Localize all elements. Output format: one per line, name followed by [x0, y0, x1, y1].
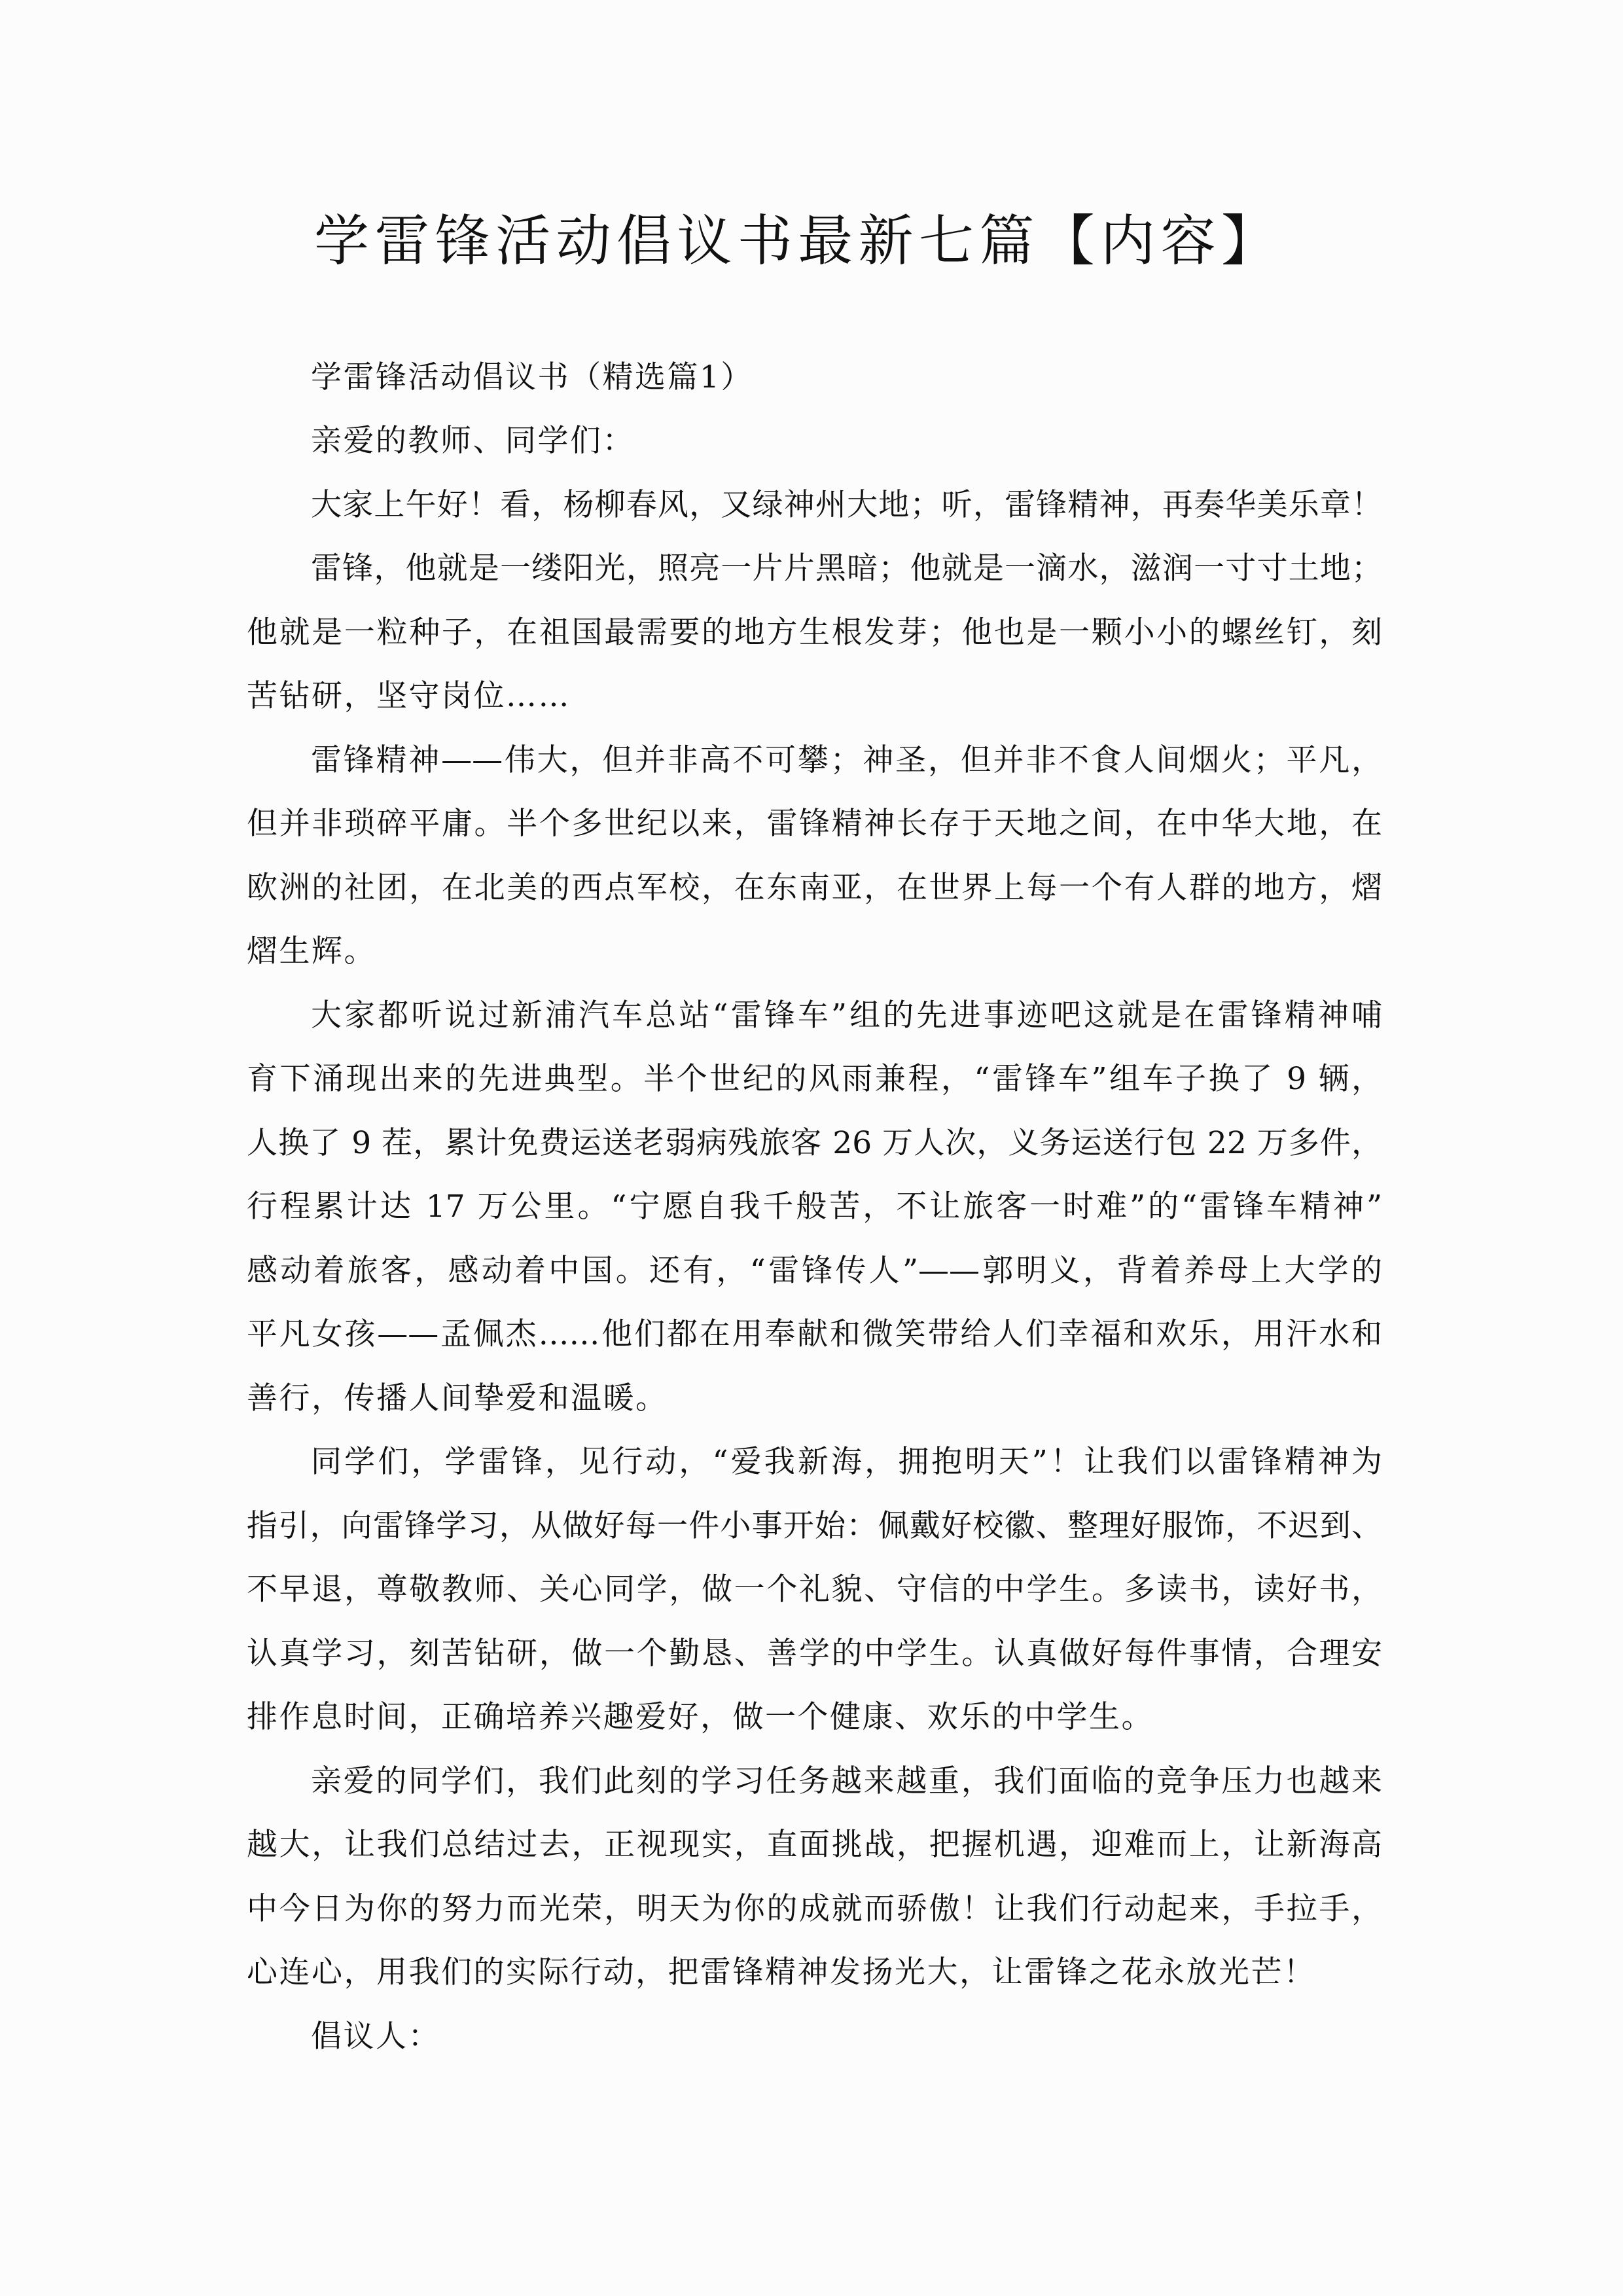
- paragraph-line: 苦钻研，坚守岗位……: [247, 678, 571, 714]
- paragraph-line: 亲爱的同学们，我们此刻的学习任务越来越重，我们面临的竞争压力也越来: [311, 1763, 1382, 1799]
- paragraph-line: 他就是一粒种子，在祖国最需要的地方生根发芽；他也是一颗小小的螺丝钉，刻: [247, 615, 1382, 651]
- signature-label: 倡议人：: [311, 2018, 440, 2054]
- paragraph-line: 平凡女孩——孟佩杰……他们都在用奉献和微笑带给人们幸福和欢乐，用汗水和: [247, 1316, 1382, 1352]
- section-heading: 学雷锋活动倡议书（精选篇1）: [311, 359, 753, 395]
- paragraph-line: 认真学习，刻苦钻研，做一个勤恳、善学的中学生。认真做好每件事情，合理安: [247, 1636, 1382, 1672]
- paragraph-line: 但并非琐碎平庸。半个多世纪以来，雷锋精神长存于天地之间，在中华大地，在: [247, 806, 1382, 842]
- paragraph-line: 大家都听说过新浦汽车总站“雷锋车”组的先进事迹吧这就是在雷锋精神哺: [311, 997, 1382, 1033]
- paragraph-line: 不早退，尊敬教师、关心同学，做一个礼貌、守信的中学生。多读书，读好书，: [247, 1571, 1382, 1607]
- paragraph-line: 指引，向雷锋学习，从做好每一件小事开始：佩戴好校徽、整理好服饰，不迟到、: [247, 1508, 1382, 1544]
- paragraph-line: 大家上午好！看，杨柳春风，又绿神州大地；听，雷锋精神，再奏华美乐章！: [311, 487, 1382, 523]
- paragraph-line: 中今日为你的努力而光荣，明天为你的成就而骄傲！让我们行动起来，手拉手，: [247, 1891, 1382, 1927]
- paragraph-line: 感动着旅客，感动着中国。还有，“雷锋传人”——郭明义，背着养母上大学的: [247, 1253, 1382, 1289]
- paragraph-line: 善行，传播人间挚爱和温暖。: [247, 1380, 668, 1416]
- paragraph-line: 同学们，学雷锋，见行动，“爱我新海，拥抱明天”！让我们以雷锋精神为: [311, 1444, 1382, 1480]
- paragraph-line: 欧洲的社团，在北美的西点军校，在东南亚，在世界上每一个有人群的地方，熠: [247, 870, 1382, 906]
- document-title: 学雷锋活动倡议书最新七篇【内容】: [314, 209, 1276, 273]
- paragraph-line: 行程累计达 17 万公里。“宁愿自我千般苦，不让旅客一时难”的“雷锋车精神”: [247, 1189, 1382, 1225]
- paragraph-line: 越大，让我们总结过去，正视现实，直面挑战，把握机遇，迎难而上，让新海高: [247, 1827, 1382, 1863]
- paragraph-line: 育下涌现出来的先进典型。半个世纪的风雨兼程，“雷锋车”组车子换了 9 辆，: [247, 1061, 1382, 1097]
- paragraph-line: 人换了 9 茬，累计免费运送老弱病残旅客 26 万人次，义务运送行包 22 万多件，: [247, 1125, 1382, 1161]
- paragraph-line: 雷锋，他就是一缕阳光，照亮一片片黑暗；他就是一滴水，滋润一寸寸土地；: [311, 550, 1382, 586]
- paragraph-line: 熠生辉。: [247, 933, 376, 969]
- salutation: 亲爱的教师、同学们：: [311, 423, 635, 459]
- paragraph-line: 心连心，用我们的实际行动，把雷锋精神发扬光大，让雷锋之花永放光芒！: [247, 1954, 1316, 1990]
- paragraph-line: 雷锋精神——伟大，但并非高不可攀；神圣，但并非不食人间烟火；平凡，: [311, 742, 1382, 778]
- paragraph-line: 排作息时间，正确培养兴趣爱好，做一个健康、欢乐的中学生。: [247, 1699, 1154, 1735]
